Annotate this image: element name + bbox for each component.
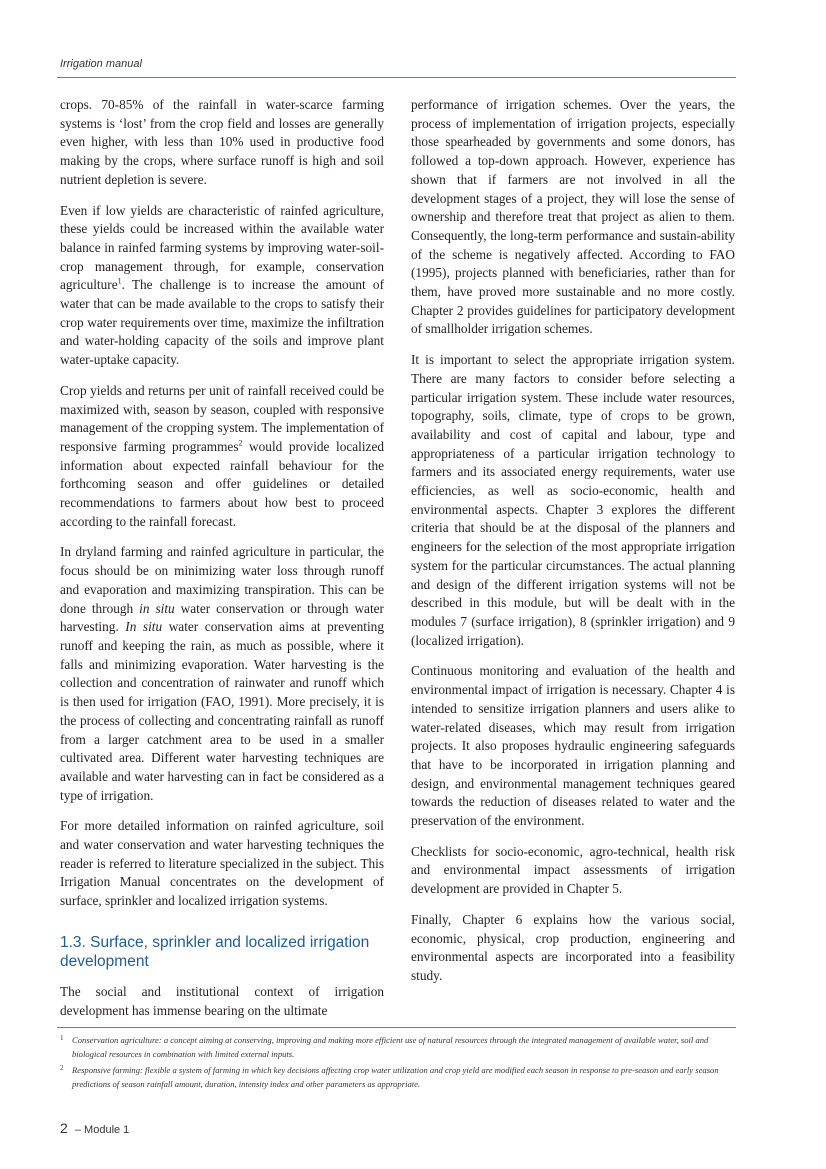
paragraph: Finally, Chapter 6 explains how the various social, economic, physical, crop production, engineering and environmental aspects are incorporated into a feasibility study. bbox=[411, 911, 735, 983]
footnote bbox=[60, 1063, 736, 1091]
footnote bbox=[60, 1033, 736, 1061]
paragraph: Even if low yields are characteristic of rainfed agriculture, these yields could be increased within the available water balance in rainfed farming systems by improving water-soil-crop management through, for example, conservation agriculture$^1$. The challenge is to increase the amount of water that can be made available to the crops to satisfy their crop water requirements over time, maximize the infiltration and water-holding capacity of the soils and improve plant water-uptake capacity. bbox=[60, 202, 384, 368]
footnotes bbox=[60, 1033, 736, 1093]
running-header: Irrigation manual bbox=[60, 58, 142, 70]
paragraph: Crop yields and returns per unit of rainfall received could be maximized with, season by season, coupled with responsive management of the cropping system. The implementation of responsive farming programmes$^2$ would provide localized information about expected rainfall behaviour for the forthcoming season and offer guidelines or detailed recommendations to farmers about how best to proceed according to the rainfall forecast. bbox=[60, 382, 384, 529]
section-heading: 1.3. Surface, sprinkler and localized irrigation development bbox=[60, 933, 370, 970]
page-footer bbox=[60, 1120, 129, 1136]
footnote-ref[interactable]: 1 bbox=[117, 276, 122, 286]
paragraph: Continuous monitoring and evaluation of the health and environmental impact of irrigation is necessary. Chapter 4 is intended to sensitize irrigation planners and users alike to water-related diseases, which may result from irrigation projects. It also proposes hydraulic engineering safeguards that have to be incorporated in irrigation planning and design, and environmental management techniques geared towards the reduction of diseases related to water and the preservation of the environment. bbox=[411, 663, 735, 829]
paragraph: The social and institutional context of irrigation development has immense bearing on the ultimate bbox=[60, 983, 384, 1018]
paragraph: It is important to select the appropriate irrigation system. There are many factors to consider before selecting a particular irrigation system. These include water resources, topography, soils, climate, type of crops to be grown, availability and cost of capital and labour, type and appropriateness of a particular irrigation technology to farmers and its associated energy requirements, water use efficiencies, as well as socio-economic, health and environmental aspects. Chapter 3 explores the different criteria that should be at the disposal of the planners and engineers for the selection of the most appropriate irrigation system for the particular circumstances. The actual planning and design of the different irrigation systems will not be described in this module, but will be dealt with in the modules 7 (surface irrigation), 8 (sprinkler irrigation) and 9 (localized irrigation). bbox=[411, 352, 735, 648]
left-column bbox=[60, 96, 384, 1020]
footnote-rule bbox=[57, 1027, 736, 1028]
footnote-ref[interactable]: 2 bbox=[238, 438, 243, 448]
right-column bbox=[411, 96, 735, 986]
footnote-text: Conservation agriculture: a concept aiming at conserving, improving and making more efficient use of natural resources through the integrated management of available water, soil and biological resources in combination with limited external inputs. bbox=[72, 1035, 709, 1059]
paragraph: performance of irrigation schemes. Over the years, the process of implementation of irrigation projects, especially those spearheaded by governments and some donors, has followed a top-down approach. However, experience has shown that if farmers are not involved in all the development stages of a project, they will lose the sense of ownership and therefore treat that project as alien to them. Consequently, the long-term performance and sustain-ability of the scheme is negatively affected. According to FAO (1995), projects planned with beneficiaries, rather than for them, have proved more sustainable and no more costly. Chapter 2 provides guidelines for participatory development of smallholder irrigation schemes. bbox=[411, 97, 735, 337]
paragraph: Checklists for socio-economic, agro-technical, health risk and environmental impact assessments of irrigation development are provided in Chapter 5. bbox=[411, 843, 735, 897]
footnote-mark: 1 bbox=[60, 1034, 64, 1042]
footnote-mark: 2 bbox=[60, 1064, 64, 1072]
paragraph: For more detailed information on rainfed agriculture, soil and water conservation and water harvesting techniques the reader is referred to literature specialized in the subject. This Irrigation Manual concentrates on the development of surface, sprinkler and localized irrigation systems. bbox=[60, 818, 384, 909]
footer-separator: – bbox=[74, 1124, 81, 1136]
footnote-text: Responsive farming: flexible a system of farming in which key decisions affecting crop water utilization and crop yield are modified each season in response to pre-season and early season predictions of season rainfall amount, duration, intensity index and other parameters as appropriate. bbox=[72, 1065, 719, 1089]
header-rule bbox=[57, 77, 736, 78]
page-number: 2 bbox=[60, 1120, 68, 1136]
paragraph: crops. 70-85% of the rainfall in water-scarce farming systems is ‘lost’ from the crop field and losses are generally even higher, with less than 10% used in productive food making by the crops, where surface runoff is high and soil nutrient depletion is severe. bbox=[60, 97, 384, 187]
module-label: Module 1 bbox=[84, 1124, 130, 1136]
paragraph: In dryland farming and rainfed agriculture in particular, the focus should be on minimizing water loss through runoff and evaporation and maximizing transpiration. This can be done through in situ water conservation or through water harvesting. In situ water conservation aims at preventing runoff and keeping the rain, as much as possible, where it falls and minimizing evaporation. Water harvesting is the collection and concentration of rainwater and runoff which is then used for irrigation (FAO, 1991). More precisely, it is the process of collecting and concentrating rainfall as runoff from a larger catchment area to be used in a smaller cultivated area. Different water harvesting techniques are available and water harvesting can in fact be considered as a type of irrigation. bbox=[60, 544, 384, 803]
